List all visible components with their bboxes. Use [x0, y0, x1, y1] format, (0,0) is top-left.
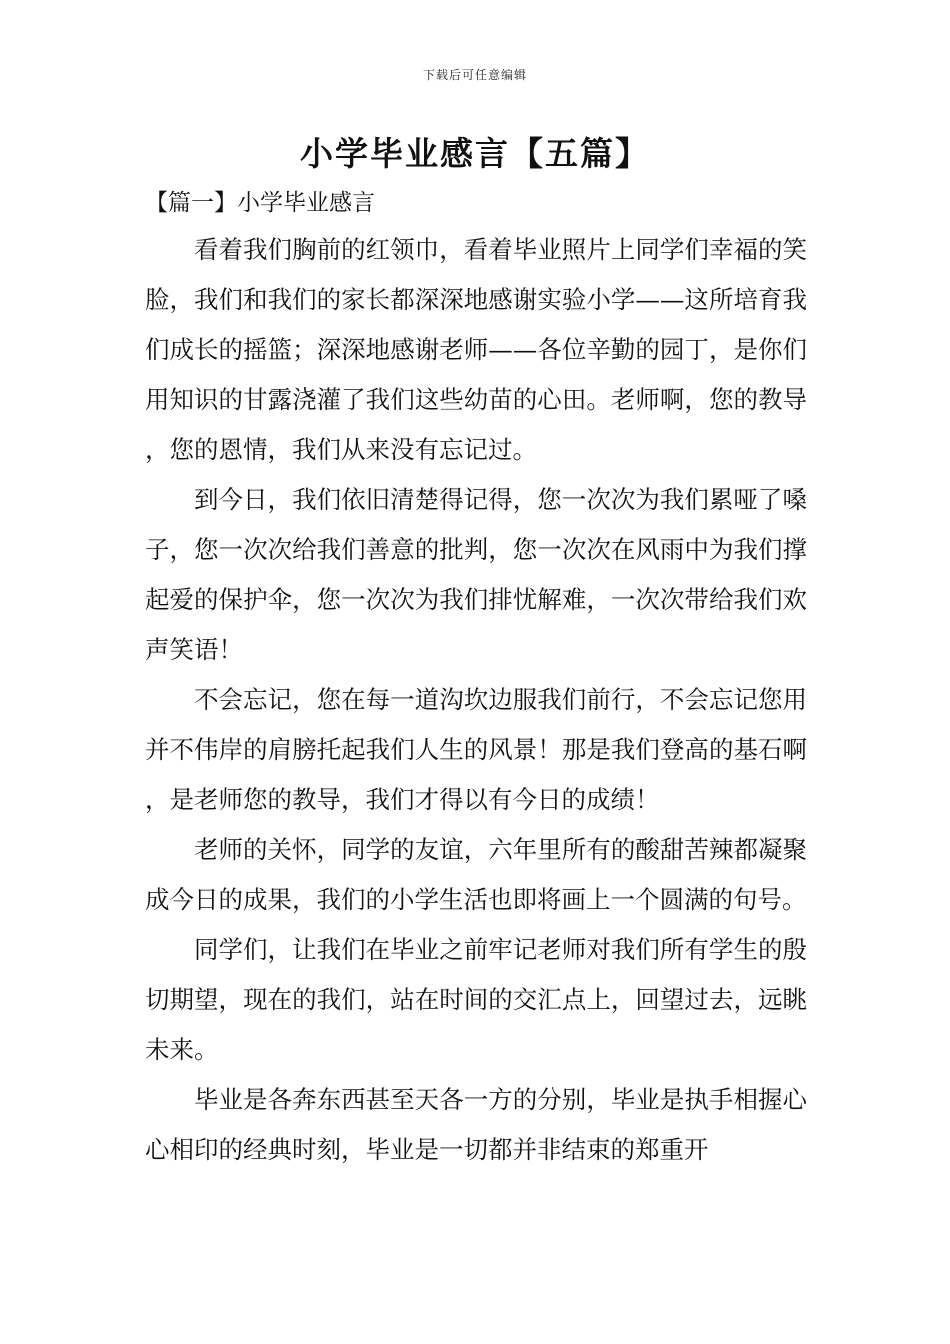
header-note: 下载后可任意编辑: [422, 68, 527, 82]
paragraph: 同学们，让我们在毕业之前牢记老师对我们所有学生的殷切期望，现在的我们，站在时间的交汇点上，回望过去，远眺未来。: [145, 935, 807, 1064]
body-text: [145, 225, 807, 1175]
document-title: 小学毕业感言【五篇】: [300, 134, 650, 173]
paragraph: 不会忘记，您在每一道沟坎边服我们前行，不会忘记您用并不伟岸的肩膀托起我们人生的风景！那是我们登高的基石啊，是老师您的教导，我们才得以有今日的成绩！: [145, 685, 807, 814]
paragraph: 毕业是各奔东西甚至天各一方的分别，毕业是执手相握心心相印的经典时刻，毕业是一切都并非结束的郑重开: [145, 1085, 807, 1164]
section-heading: 【篇一】小学毕业感言: [145, 190, 375, 216]
paragraph: 看着我们胸前的红领巾，看着毕业照片上同学们幸福的笑脸，我们和我们的家长都深深地感谢实验小学——这所培育我们成长的摇篮；深深地感谢老师——各位辛勤的园丁，是你们用知识的甘露浇灌了我们这些幼苗的心田。老师啊，您的教导，您的恩情，我们从来没有忘记过。: [145, 235, 807, 464]
paragraph: 到今日，我们依旧清楚得记得，您一次次为我们累哑了嗓子，您一次次给我们善意的批判，您一次次在风雨中为我们撑起爱的保护伞，您一次次为我们排忧解难，一次次带给我们欢声笑语！: [145, 485, 807, 664]
paragraph: 老师的关怀，同学的友谊，六年里所有的酸甜苦辣都凝聚成今日的成果，我们的小学生活也即将画上一个圆满的句号。: [145, 835, 807, 914]
